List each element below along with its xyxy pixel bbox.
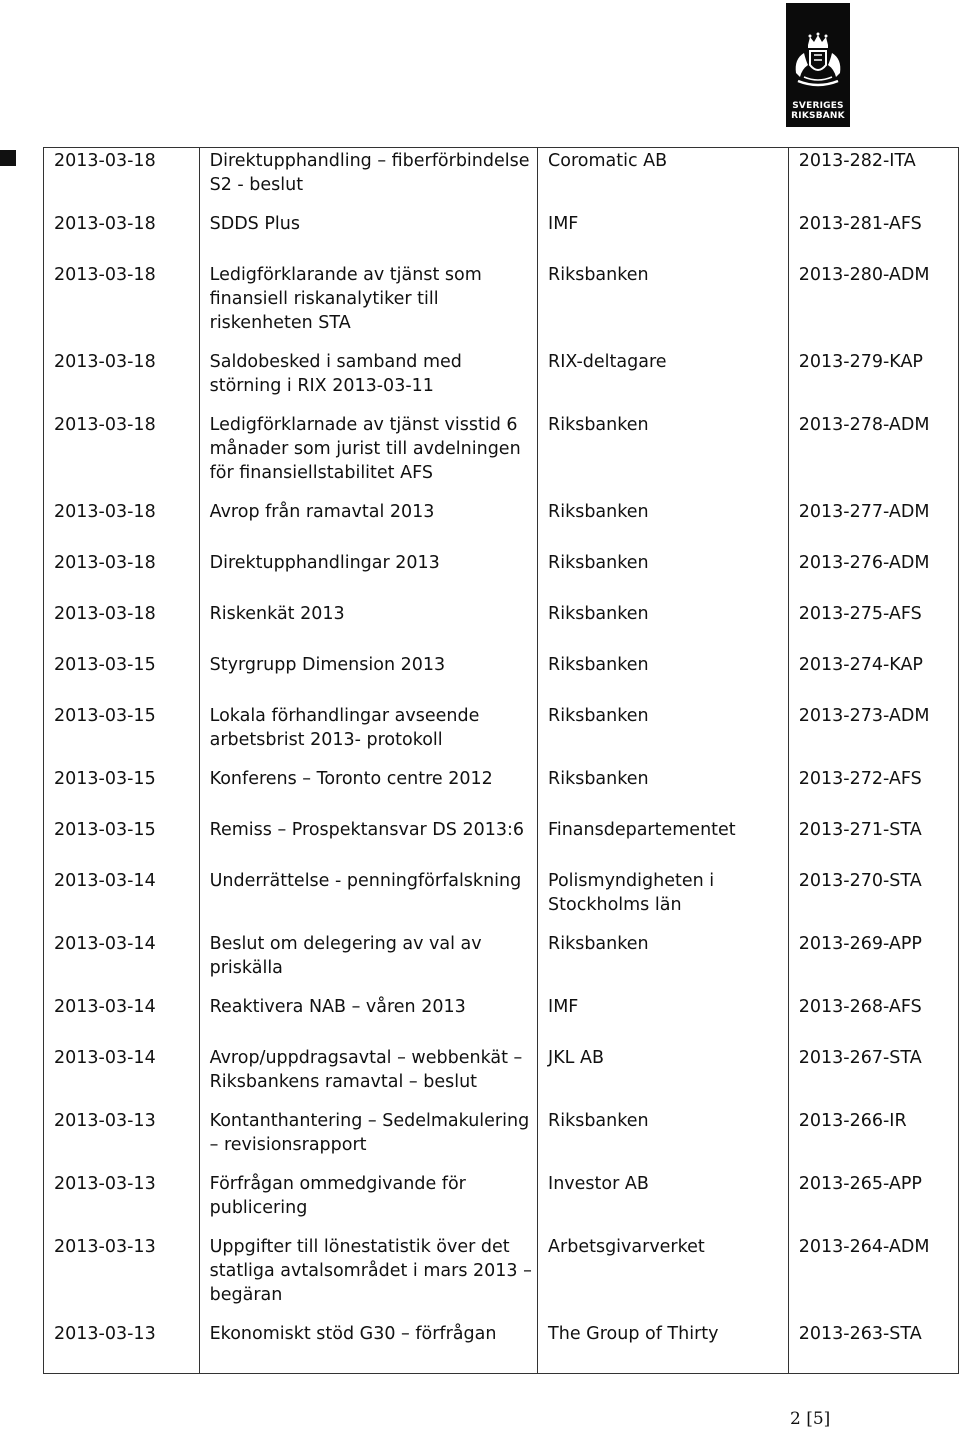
cell-date: 2013-03-15: [44, 767, 200, 818]
cell-title: Avrop/uppdragsavtal – webbenkät – Riksbankens ramavtal – beslut: [199, 1046, 537, 1109]
cell-ref: 2013-269-APP: [788, 932, 958, 995]
page-number: 2 [5]: [790, 1409, 831, 1429]
cell-party: IMF: [538, 212, 789, 263]
cell-party: Riksbanken: [538, 413, 789, 500]
table-row: [44, 551, 959, 602]
cell-title: Styrgrupp Dimension 2013: [199, 653, 537, 704]
cell-ref: 2013-276-ADM: [788, 551, 958, 602]
cell-party: Finansdepartementet: [538, 818, 789, 869]
table-row: [44, 350, 959, 413]
logo-text-line1: SVERIGES: [792, 101, 844, 111]
cell-date: 2013-03-15: [44, 818, 200, 869]
cell-date: 2013-03-18: [44, 500, 200, 551]
cell-title: Underrättelse - penningförfalskning: [199, 869, 537, 932]
cell-date: 2013-03-18: [44, 551, 200, 602]
cell-date: 2013-03-18: [44, 413, 200, 500]
cell-party: RIX-deltagare: [538, 350, 789, 413]
cell-date: 2013-03-15: [44, 653, 200, 704]
cell-party: Riksbanken: [538, 704, 789, 767]
table-row: [44, 653, 959, 704]
cell-title: Riskenkät 2013: [199, 602, 537, 653]
cell-date: 2013-03-14: [44, 1046, 200, 1109]
table-row: [44, 1322, 959, 1374]
cell-date: 2013-03-14: [44, 932, 200, 995]
registry-rows: [44, 148, 959, 1374]
cell-title: Förfrågan ommedgivande för publicering: [199, 1172, 537, 1235]
cell-ref: 2013-280-ADM: [788, 263, 958, 350]
cell-title: Ledigförklarnade av tjänst visstid 6 månader som jurist till avdelningen för finansiellstabilitet AFS: [199, 413, 537, 500]
cell-title: Ekonomiskt stöd G30 – förfrågan: [199, 1322, 537, 1374]
cell-date: 2013-03-14: [44, 869, 200, 932]
cell-ref: 2013-275-AFS: [788, 602, 958, 653]
cell-date: 2013-03-15: [44, 704, 200, 767]
cell-title: Uppgifter till lönestatistik över det statliga avtalsområdet i mars 2013 – begäran: [199, 1235, 537, 1322]
cell-ref: 2013-264-ADM: [788, 1235, 958, 1322]
table-row: [44, 932, 959, 995]
cell-ref: 2013-274-KAP: [788, 653, 958, 704]
cell-title: SDDS Plus: [199, 212, 537, 263]
cell-party: Riksbanken: [538, 602, 789, 653]
cell-party: Riksbanken: [538, 263, 789, 350]
bullet-marker: [0, 150, 16, 166]
table-row: [44, 704, 959, 767]
cell-party: Riksbanken: [538, 1109, 789, 1172]
riksbank-logo: [786, 3, 850, 127]
cell-ref: 2013-277-ADM: [788, 500, 958, 551]
table-row: [44, 500, 959, 551]
cell-party: Riksbanken: [538, 653, 789, 704]
cell-title: Remiss – Prospektansvar DS 2013:6: [199, 818, 537, 869]
table-row: [44, 263, 959, 350]
cell-date: 2013-03-18: [44, 212, 200, 263]
registry-table: [43, 147, 959, 1374]
cell-date: 2013-03-14: [44, 995, 200, 1046]
cell-party: JKL AB: [538, 1046, 789, 1109]
cell-date: 2013-03-13: [44, 1172, 200, 1235]
cell-date: 2013-03-13: [44, 1235, 200, 1322]
cell-party: Riksbanken: [538, 767, 789, 818]
cell-date: 2013-03-18: [44, 350, 200, 413]
cell-date: 2013-03-18: [44, 602, 200, 653]
cell-party: IMF: [538, 995, 789, 1046]
cell-party: Arbetsgivarverket: [538, 1235, 789, 1322]
cell-party: Coromatic AB: [538, 148, 789, 213]
table-row: [44, 148, 959, 213]
cell-title: Kontanthantering – Sedelmakulering – revisionsrapport: [199, 1109, 537, 1172]
cell-title: Lokala förhandlingar avseende arbetsbrist 2013- protokoll: [199, 704, 537, 767]
riksbank-crest-icon: [786, 3, 850, 99]
cell-date: 2013-03-18: [44, 148, 200, 213]
table-row: [44, 413, 959, 500]
table-row: [44, 1046, 959, 1109]
cell-title: Ledigförklarande av tjänst som finansiell riskanalytiker till riskenheten STA: [199, 263, 537, 350]
table-row: [44, 818, 959, 869]
cell-ref: 2013-281-AFS: [788, 212, 958, 263]
cell-party: Polismyndigheten i Stockholms län: [538, 869, 789, 932]
cell-party: Riksbanken: [538, 932, 789, 995]
cell-ref: 2013-279-KAP: [788, 350, 958, 413]
table-row: [44, 1235, 959, 1322]
cell-title: Direktupphandling – fiberförbindelse S2 - beslut: [199, 148, 537, 213]
cell-ref: 2013-270-STA: [788, 869, 958, 932]
table-row: [44, 602, 959, 653]
cell-party: The Group of Thirty: [538, 1322, 789, 1374]
cell-title: Avrop från ramavtal 2013: [199, 500, 537, 551]
table-row: [44, 767, 959, 818]
cell-ref: 2013-263-STA: [788, 1322, 958, 1374]
table-row: [44, 1109, 959, 1172]
cell-title: Reaktivera NAB – våren 2013: [199, 995, 537, 1046]
logo-text-line2: RIKSBANK: [791, 111, 845, 121]
table-row: [44, 995, 959, 1046]
cell-ref: 2013-271-STA: [788, 818, 958, 869]
table-row: [44, 869, 959, 932]
cell-ref: 2013-272-AFS: [788, 767, 958, 818]
cell-ref: 2013-278-ADM: [788, 413, 958, 500]
cell-party: Riksbanken: [538, 500, 789, 551]
cell-date: 2013-03-13: [44, 1109, 200, 1172]
cell-title: Beslut om delegering av val av priskälla: [199, 932, 537, 995]
cell-party: Riksbanken: [538, 551, 789, 602]
cell-ref: 2013-273-ADM: [788, 704, 958, 767]
cell-ref: 2013-268-AFS: [788, 995, 958, 1046]
cell-date: 2013-03-18: [44, 263, 200, 350]
cell-ref: 2013-267-STA: [788, 1046, 958, 1109]
cell-date: 2013-03-13: [44, 1322, 200, 1374]
cell-title: Direktupphandlingar 2013: [199, 551, 537, 602]
cell-ref: 2013-265-APP: [788, 1172, 958, 1235]
cell-ref: 2013-282-ITA: [788, 148, 958, 213]
cell-ref: 2013-266-IR: [788, 1109, 958, 1172]
table-row: [44, 212, 959, 263]
cell-title: Saldobesked i samband med störning i RIX 2013-03-11: [199, 350, 537, 413]
table-row: [44, 1172, 959, 1235]
cell-title: Konferens – Toronto centre 2012: [199, 767, 537, 818]
cell-party: Investor AB: [538, 1172, 789, 1235]
